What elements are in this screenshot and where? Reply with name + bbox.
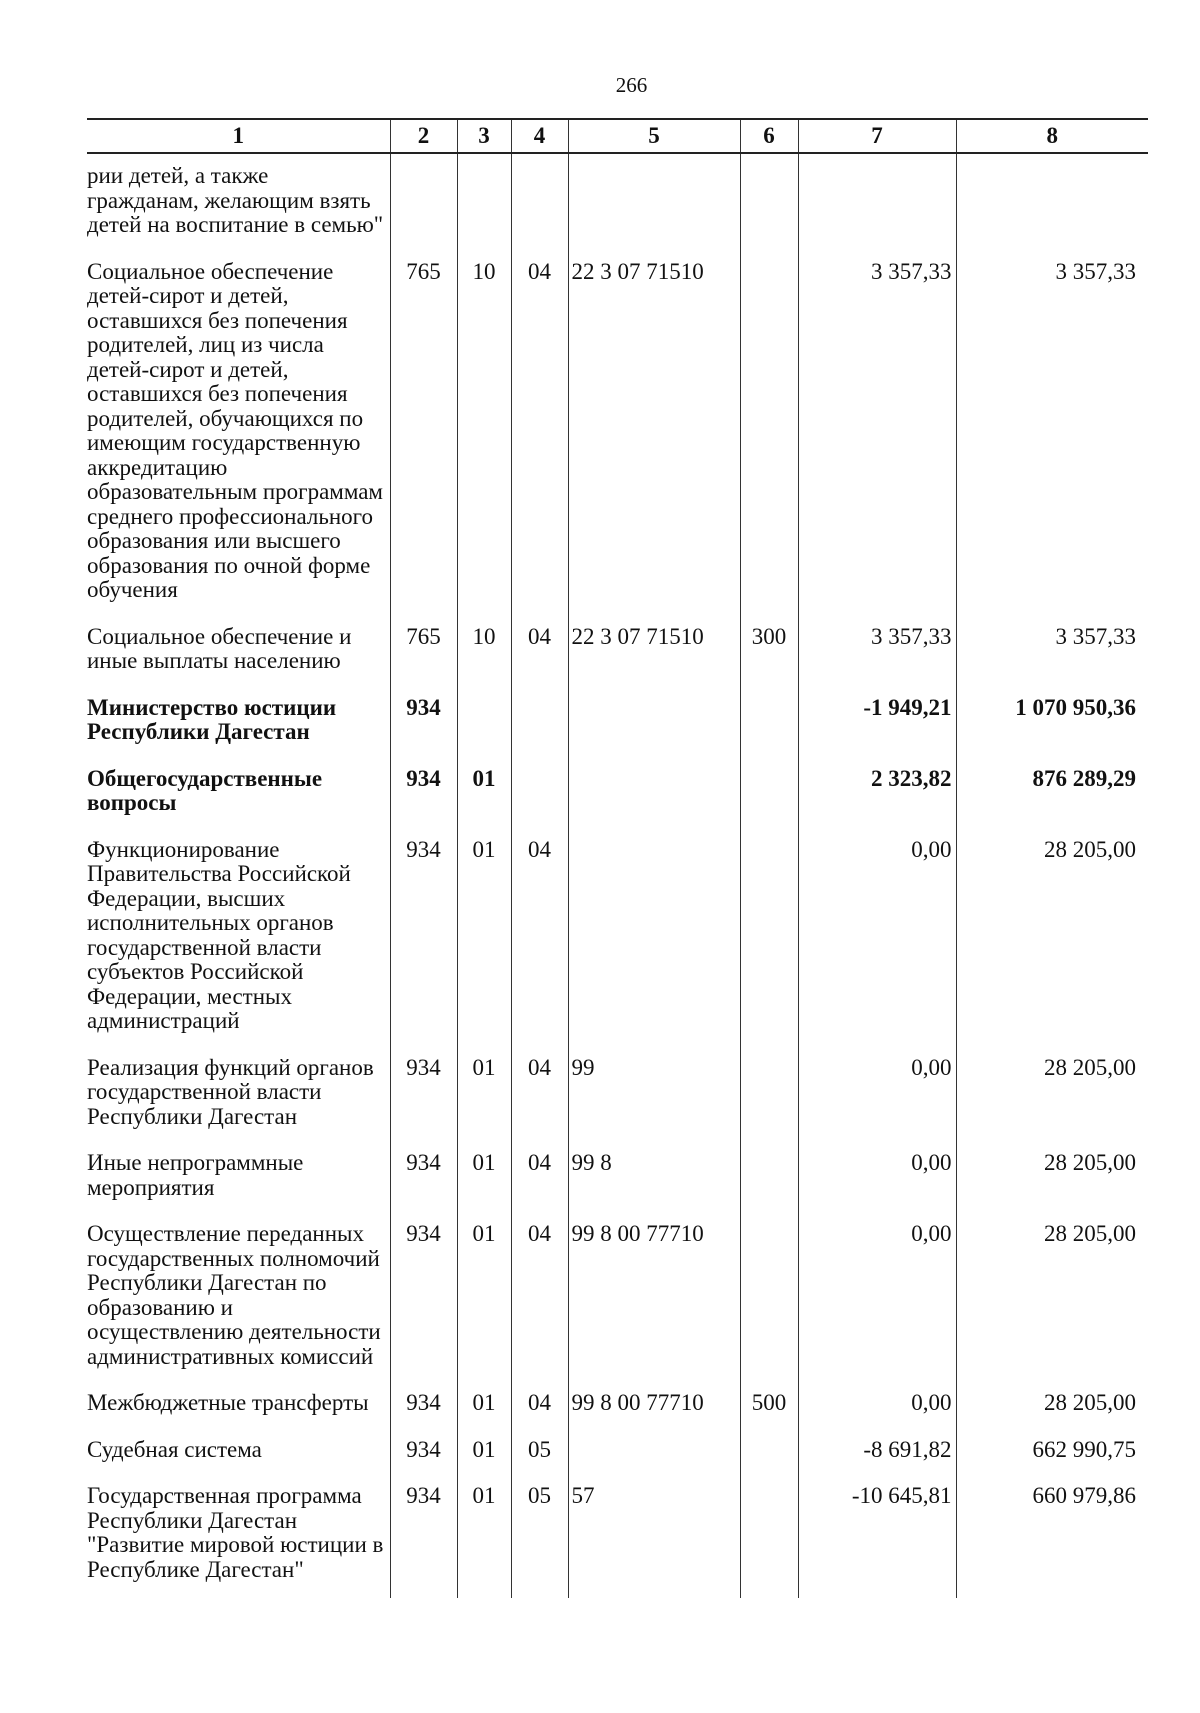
header-col-2: 2	[390, 119, 457, 153]
table-row	[87, 1385, 1148, 1432]
col-5-cell	[568, 832, 740, 1050]
row-name: Осуществление переданных государственных полномочий Республики Дагестан по образованию и осуществлению деятельности административных комиссий	[87, 1221, 381, 1369]
col-5-cell: 99 8 00 77710	[568, 1385, 740, 1432]
col-4-cell	[511, 761, 568, 832]
row-name: Социальное обеспечение и иные выплаты населению	[87, 623, 352, 673]
col-5-cell: 99 8	[568, 1145, 740, 1216]
col-2-cell: 934	[390, 1145, 457, 1216]
col-7-cell: -10 645,81	[798, 1478, 956, 1598]
col-6-cell	[740, 1432, 798, 1479]
col-6-cell	[740, 761, 798, 832]
col-2-cell: 934	[390, 1050, 457, 1146]
row-name: Общегосударственные вопросы	[87, 765, 323, 815]
col-7-cell: 0,00	[798, 1145, 956, 1216]
table-row	[87, 619, 1148, 690]
header-col-7: 7	[798, 119, 956, 153]
row-name: Министерство юстиции Республики Дагестан	[87, 694, 337, 744]
col-3-cell: 10	[457, 619, 511, 690]
col-7-cell: 3 357,33	[798, 254, 956, 619]
col-4-cell: 04	[511, 1145, 568, 1216]
col-6-cell	[740, 1050, 798, 1146]
col-7-cell: 0,00	[798, 832, 956, 1050]
col-4-cell: 05	[511, 1432, 568, 1479]
budget-table	[87, 118, 1148, 1598]
col-2-cell: 765	[390, 254, 457, 619]
col-4-cell: 05	[511, 1478, 568, 1598]
col-7-cell: 2 323,82	[798, 761, 956, 832]
table-row	[87, 254, 1148, 619]
col-5-cell	[568, 690, 740, 761]
col-6-cell: 500	[740, 1385, 798, 1432]
col-3-cell: 01	[457, 1216, 511, 1385]
col-3-cell: 01	[457, 761, 511, 832]
row-name: Функционирование Правительства Российской Федерации, высших исполнительных органов государственной власти субъектов Российской Федерации, местных администраций	[87, 836, 351, 1033]
header-col-8: 8	[956, 119, 1148, 153]
table-row	[87, 1050, 1148, 1146]
table-row	[87, 153, 1148, 254]
col-8-cell: 662 990,75	[956, 1432, 1148, 1479]
col-3-cell: 01	[457, 1432, 511, 1479]
col-8-cell: 28 205,00	[956, 1385, 1148, 1432]
table-row	[87, 1145, 1148, 1216]
page-number: 266	[615, 73, 648, 97]
col-8-cell: 28 205,00	[956, 1145, 1148, 1216]
header-col-4: 4	[511, 119, 568, 153]
col-5-cell: 22 3 07 71510	[568, 254, 740, 619]
header-col-5: 5	[568, 119, 740, 153]
table-row	[87, 1432, 1148, 1479]
table-row	[87, 1478, 1148, 1598]
col-3-cell	[457, 690, 511, 761]
col-7-cell: -8 691,82	[798, 1432, 956, 1479]
col-6-cell	[740, 153, 798, 254]
col-4-cell: 04	[511, 1216, 568, 1385]
header-row	[87, 119, 1148, 153]
col-7-cell: 0,00	[798, 1050, 956, 1146]
col-4-cell	[511, 690, 568, 761]
col-3-cell	[457, 153, 511, 254]
col-2-cell: 765	[390, 619, 457, 690]
col-4-cell: 04	[511, 832, 568, 1050]
col-7-cell: -1 949,21	[798, 690, 956, 761]
col-8-cell: 28 205,00	[956, 1216, 1148, 1385]
col-6-cell	[740, 1216, 798, 1385]
col-6-cell	[740, 1145, 798, 1216]
col-4-cell: 04	[511, 254, 568, 619]
col-8-cell: 876 289,29	[956, 761, 1148, 832]
header-col-1: 1	[87, 119, 390, 153]
col-2-cell: 934	[390, 832, 457, 1050]
col-5-cell: 22 3 07 71510	[568, 619, 740, 690]
col-3-cell: 01	[457, 832, 511, 1050]
col-2-cell: 934	[390, 1385, 457, 1432]
col-5-cell	[568, 761, 740, 832]
col-7-cell: 0,00	[798, 1385, 956, 1432]
col-4-cell	[511, 153, 568, 254]
col-5-cell	[568, 1432, 740, 1479]
col-6-cell: 300	[740, 619, 798, 690]
col-2-cell	[390, 153, 457, 254]
col-8-cell: 3 357,33	[956, 254, 1148, 619]
col-4-cell: 04	[511, 1385, 568, 1432]
col-8-cell: 660 979,86	[956, 1478, 1148, 1598]
row-name: рии детей, а также гражданам, желающим взять детей на воспитание в семью"	[87, 163, 384, 237]
col-2-cell: 934	[390, 1478, 457, 1598]
col-2-cell: 934	[390, 1432, 457, 1479]
row-name: Межбюджетные трансферты	[87, 1390, 369, 1415]
col-8-cell: 3 357,33	[956, 619, 1148, 690]
col-6-cell	[740, 690, 798, 761]
table-row	[87, 690, 1148, 761]
row-name: Социальное обеспечение детей-сирот и детей, оставшихся без попечения родителей, лиц из числа детей-сирот и детей, оставшихся без попечения родителей, обучающихся по имеющим государственную аккредитацию образовательным программам среднего профессионального образования или высшего образования по очной форме обучения	[87, 258, 383, 602]
col-8-cell: 28 205,00	[956, 1050, 1148, 1146]
col-2-cell: 934	[390, 690, 457, 761]
col-8-cell: 1 070 950,36	[956, 690, 1148, 761]
table-row	[87, 832, 1148, 1050]
col-3-cell: 01	[457, 1478, 511, 1598]
col-5-cell: 99	[568, 1050, 740, 1146]
col-5-cell: 99 8 00 77710	[568, 1216, 740, 1385]
col-2-cell: 934	[390, 1216, 457, 1385]
col-2-cell: 934	[390, 761, 457, 832]
col-3-cell: 10	[457, 254, 511, 619]
col-6-cell	[740, 1478, 798, 1598]
col-3-cell: 01	[457, 1050, 511, 1146]
row-name: Судебная система	[87, 1436, 262, 1462]
header-col-6: 6	[740, 119, 798, 153]
col-5-cell: 57	[568, 1478, 740, 1598]
header-col-3: 3	[457, 119, 511, 153]
col-3-cell: 01	[457, 1385, 511, 1432]
col-6-cell	[740, 832, 798, 1050]
col-7-cell: 0,00	[798, 1216, 956, 1385]
row-name: Реализация функций органов государственной власти Республики Дагестан	[87, 1054, 374, 1129]
col-8-cell	[956, 153, 1148, 254]
col-3-cell: 01	[457, 1145, 511, 1216]
col-7-cell	[798, 153, 956, 254]
row-name: Иные непрограммные мероприятия	[87, 1150, 304, 1200]
row-name: Государственная программа Республики Дагестан "Развитие мировой юстиции в Республике Дагестан"	[87, 1483, 384, 1582]
col-8-cell: 28 205,00	[956, 832, 1148, 1050]
col-4-cell: 04	[511, 619, 568, 690]
col-7-cell: 3 357,33	[798, 619, 956, 690]
col-6-cell	[740, 254, 798, 619]
table-row	[87, 761, 1148, 832]
col-5-cell	[568, 153, 740, 254]
table-row	[87, 1216, 1148, 1385]
col-4-cell: 04	[511, 1050, 568, 1146]
